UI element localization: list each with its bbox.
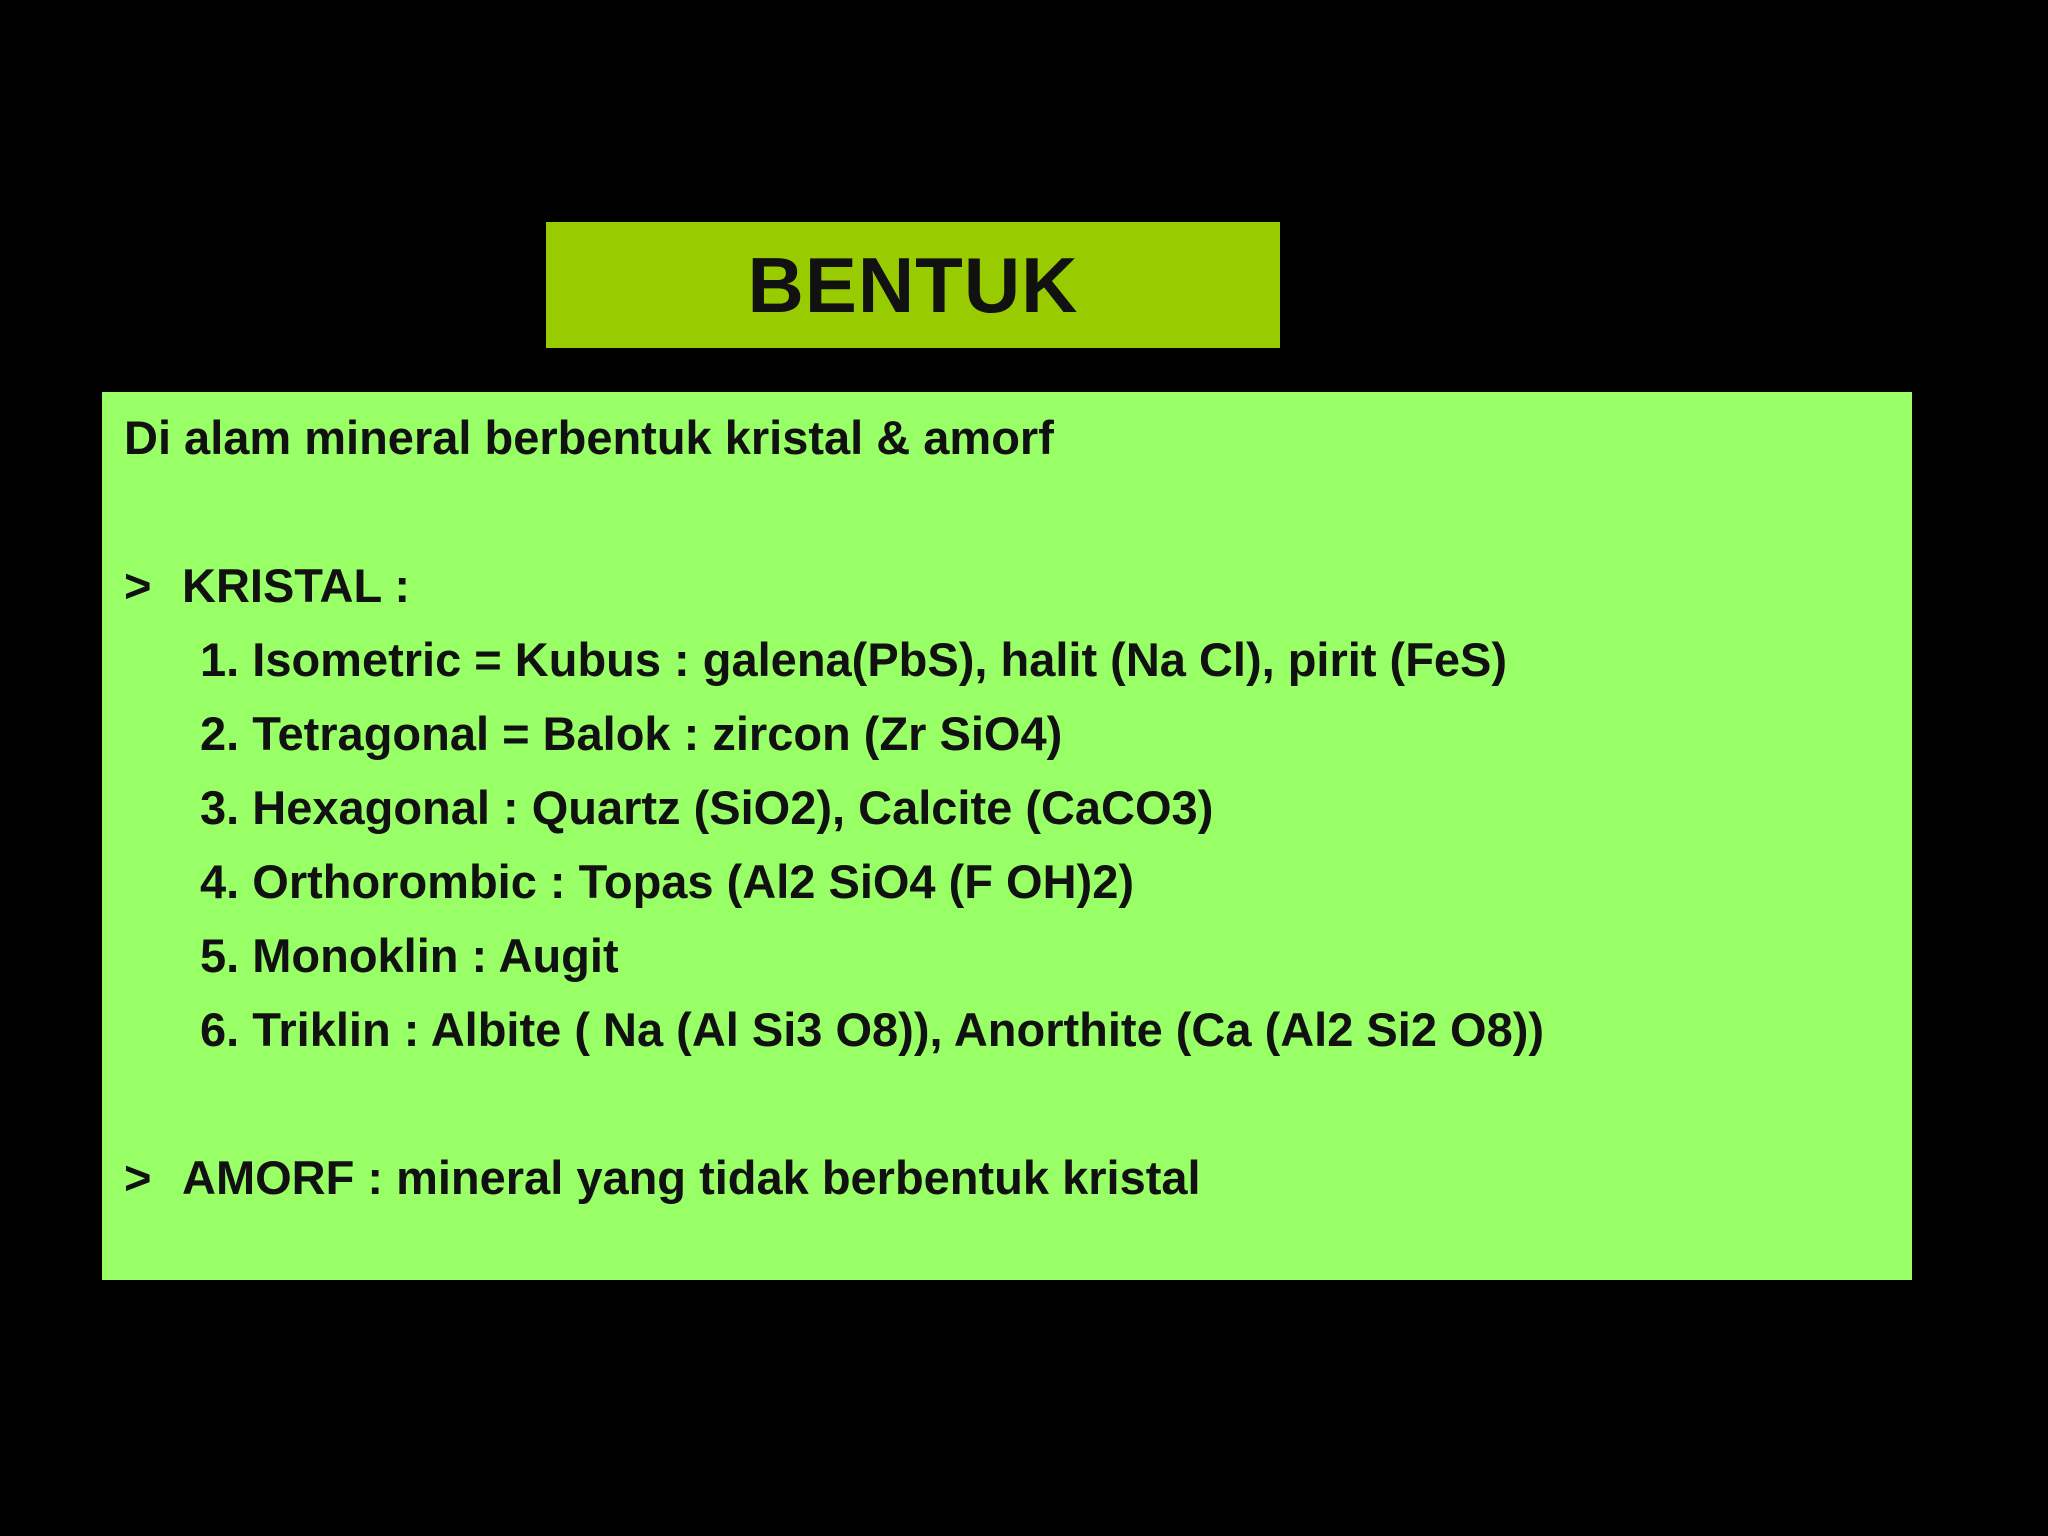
kristal-item-2: 2. Tetragonal = Balok : zircon (Zr SiO4) <box>200 707 1063 760</box>
kristal-heading <box>124 559 411 612</box>
kristal-item-1: 1. Isometric = Kubus : galena(PbS), halit (Na Cl), pirit (FeS) <box>200 633 1508 686</box>
kristal-item-5: 5. Monoklin : Augit <box>200 929 619 982</box>
amorf-marker: > <box>124 1151 152 1204</box>
intro-text: Di alam mineral berbentuk kristal & amorf <box>124 411 1054 464</box>
kristal-item-6: 6. Triklin : Albite ( Na (Al Si3 O8)), Anorthite (Ca (Al2 Si2 O8)) <box>200 1003 1545 1056</box>
kristal-item-4: 4. Orthorombic : Topas (Al2 SiO4 (F OH)2) <box>200 855 1134 908</box>
kristal-heading-label: KRISTAL : <box>182 559 411 612</box>
title-box <box>546 222 1280 348</box>
slide-title: BENTUK <box>747 240 1079 329</box>
kristal-marker: > <box>124 559 152 612</box>
amorf-text: AMORF : mineral yang tidak berbentuk kristal <box>182 1151 1201 1204</box>
content-box <box>102 392 1912 1280</box>
amorf-line <box>124 1151 1201 1204</box>
kristal-item-3: 3. Hexagonal : Quartz (SiO2), Calcite (CaCO3) <box>200 781 1214 834</box>
